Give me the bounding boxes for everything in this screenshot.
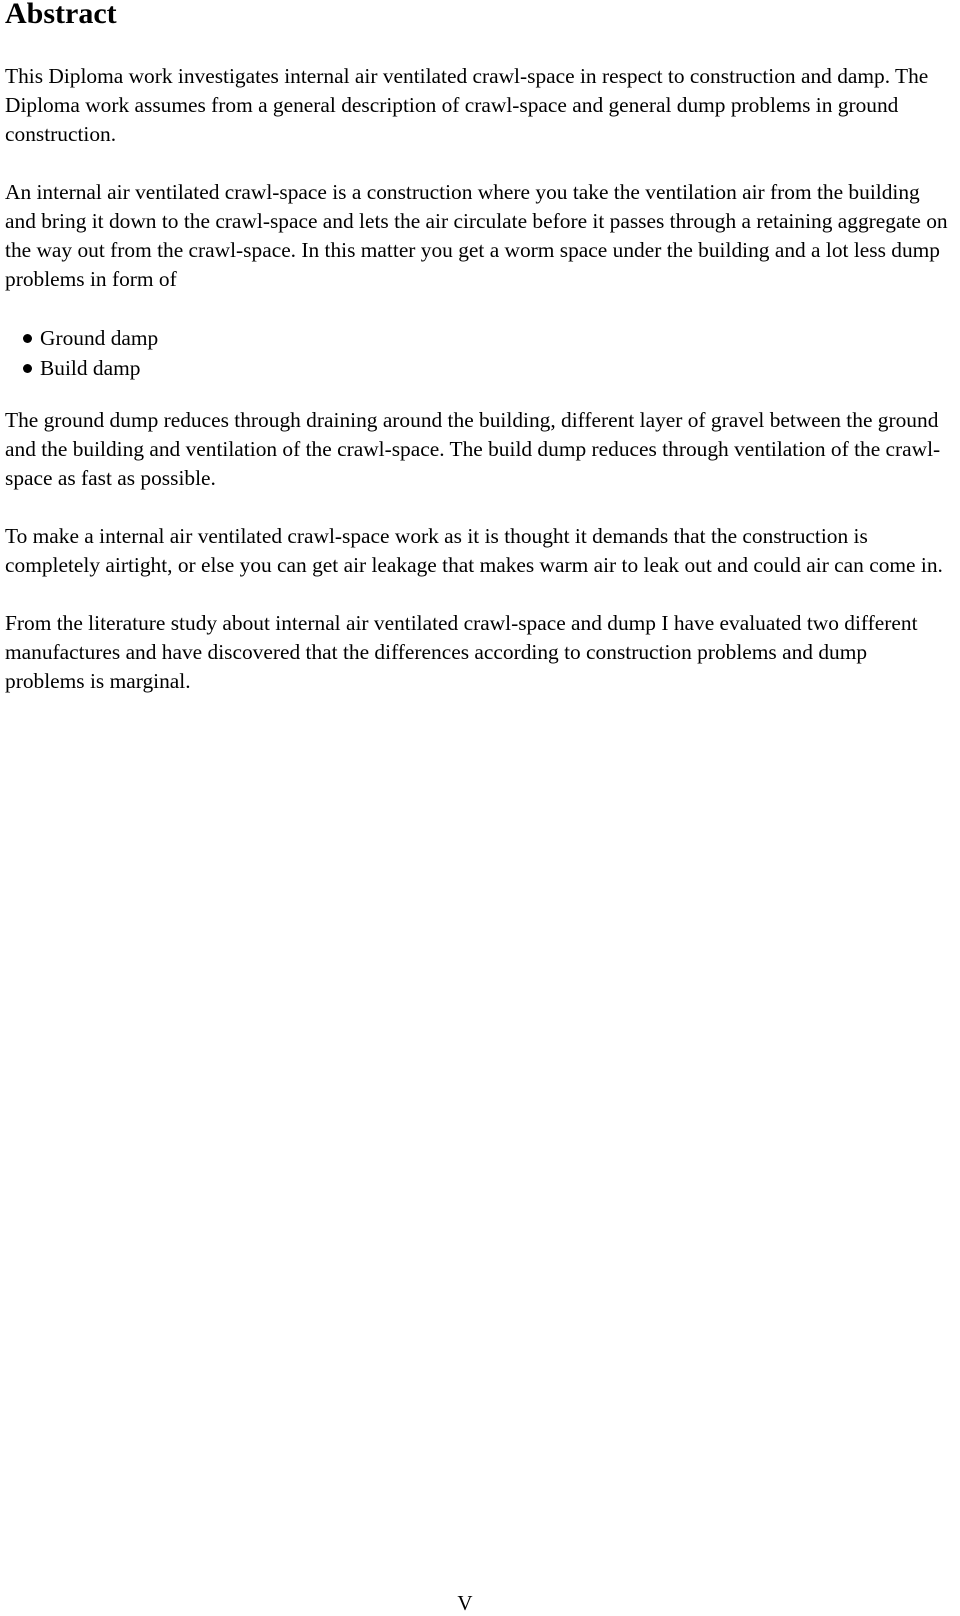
paragraph: An internal air ventilated crawl-space is a construction where you take the ventilation air from the building and bring it down to the crawl-space and lets the air circulate before it passes through a retaining aggregate on the way out from the crawl-space. In this matter you get a worm space under the building and a lot less dump problems in form of <box>5 180 948 291</box>
bullet-list <box>5 323 950 383</box>
paragraph: To make a internal air ventilated crawl-space work as it is thought it demands that the construction is completely airtight, or else you can get air leakage that makes warm air to leak out and could air can come in. <box>5 524 943 577</box>
section-heading: Abstract <box>5 0 117 30</box>
list-item-text: Ground damp <box>40 326 159 350</box>
paragraph: From the literature study about internal air ventilated crawl-space and dump I have evaluated two different manufactures and have discovered that the differences according to construction problems and dump problems is marginal. <box>5 611 918 693</box>
page-number: V <box>457 1591 473 1615</box>
paragraph: The ground dump reduces through draining around the building, different layer of gravel between the ground and the building and ventilation of the crawl-space. The build dump reduces through ventilation of the crawl-space as fast as possible. <box>5 408 941 490</box>
paragraph: This Diploma work investigates internal air ventilated crawl-space in respect to construction and damp. The Diploma work assumes from a general description of crawl-space and general dump problems in ground construction. <box>5 64 929 146</box>
list-item <box>5 353 950 383</box>
list-item-text: Build damp <box>40 356 141 380</box>
bullet-icon <box>23 334 32 343</box>
bullet-icon <box>23 364 32 373</box>
list-item <box>5 323 950 353</box>
abstract-body <box>5 62 950 725</box>
